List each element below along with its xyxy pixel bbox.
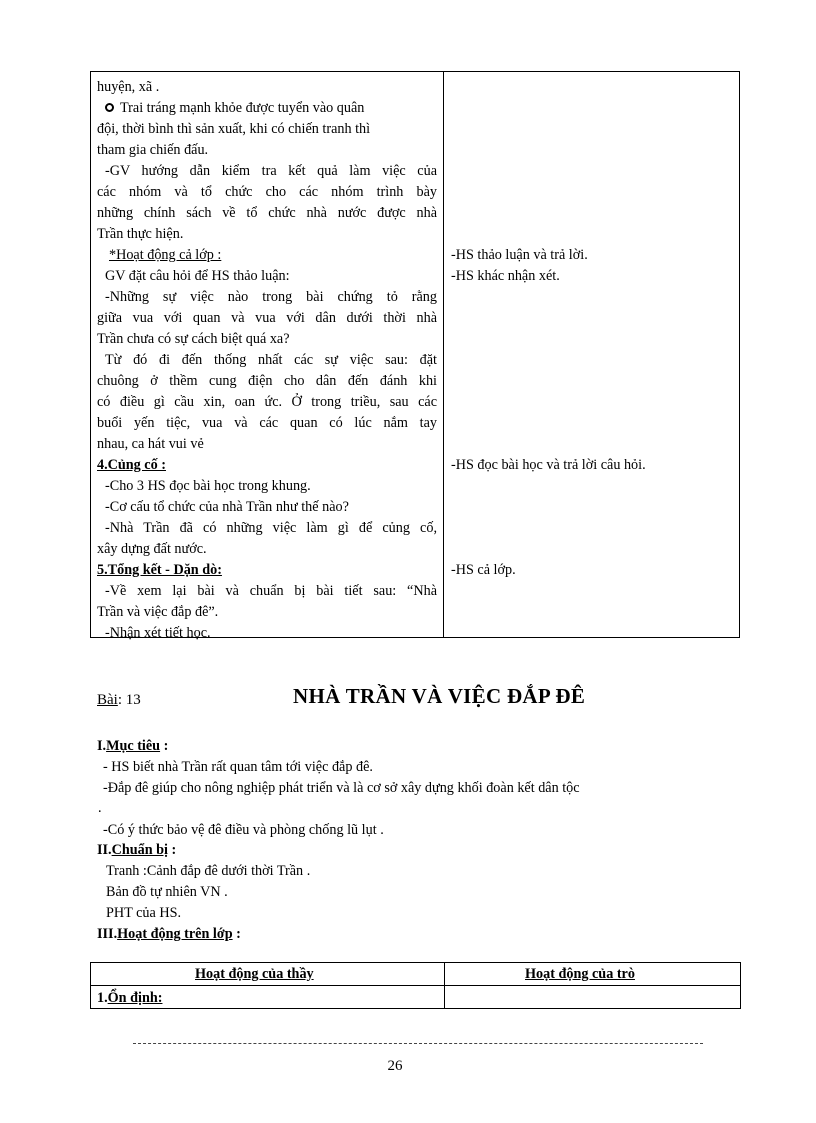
row-divider bbox=[91, 985, 740, 986]
section-summary: 5.Tổng kết - Dặn dò: bbox=[97, 562, 222, 578]
objective-item: -Có ý thức bảo vệ đê điều và phòng chống lũ lụt . bbox=[103, 822, 384, 838]
text-line: buổi yến tiệc, vua và các quan có lúc nắm tay bbox=[97, 415, 437, 431]
text-line: -HS đọc bài học và trả lời câu hỏi. bbox=[451, 457, 646, 473]
row-stabilize: 1.Ổn định: bbox=[97, 990, 163, 1006]
lesson-number: Bài: 13 bbox=[97, 692, 141, 708]
preparation-heading: II.Chuẩn bị : bbox=[97, 842, 177, 858]
text-line: đội, thời bình thì sản xuất, khi có chiến tranh thì bbox=[97, 121, 371, 137]
preparation-item: Tranh :Cảnh đắp đê dưới thời Trần . bbox=[106, 863, 311, 879]
text-line: -HS thảo luận và trả lời. bbox=[451, 247, 588, 263]
text-line: chuông ở thềm cung điện cho dân đến đánh khi bbox=[97, 373, 437, 389]
objective-item: . bbox=[98, 800, 102, 816]
preparation-item: PHT của HS. bbox=[106, 905, 182, 921]
column-header-teacher: Hoạt động của thầy bbox=[195, 966, 314, 982]
objectives-heading: I.Mục tiêu : bbox=[97, 738, 169, 754]
text-line: huyện, xã . bbox=[97, 79, 160, 95]
text-line: Trần chưa có sự cách biệt quá xa? bbox=[97, 331, 290, 347]
circle-bullet-icon bbox=[105, 103, 114, 112]
text-line: những chính sách về tổ chức nhà nước được nhà bbox=[97, 205, 437, 221]
objective-item: - HS biết nhà Trần rất quan tâm tới việc đắp đê. bbox=[103, 759, 373, 775]
text-line: tham gia chiến đấu. bbox=[97, 142, 209, 158]
footer-dashed-rule bbox=[133, 1043, 703, 1044]
text-line: các nhóm và tổ chức cho các nhóm trình bày bbox=[97, 184, 437, 200]
column-header-student: Hoạt động của trò bbox=[525, 966, 635, 982]
text-line: nhau, ca hát vui vẻ bbox=[97, 436, 204, 452]
text-line: có điều gì cầu xin, oan ức. Ở trong triều, sau các bbox=[97, 394, 437, 410]
activities-heading: III.Hoạt động trên lớp : bbox=[97, 926, 241, 942]
text-line: -Nhà Trần đã có những việc làm gì để củng cố, bbox=[105, 520, 437, 536]
text-line: Từ đó đi đến thống nhất các sự việc sau: đặt bbox=[105, 352, 437, 368]
preparation-item: Bản đồ tự nhiên VN . bbox=[106, 884, 228, 900]
text-line: -HS cả lớp. bbox=[451, 562, 516, 578]
objective-item: -Đắp đê giúp cho nông nghiệp phát triển và là cơ sở xây dựng khối đoàn kết dân tộc bbox=[103, 780, 580, 796]
column-divider bbox=[443, 72, 444, 637]
lesson-title: NHÀ TRẦN VÀ VIỆC ĐẮP ĐÊ bbox=[293, 684, 586, 708]
text-line: Trai tráng mạnh khỏe được tuyển vào quân bbox=[105, 99, 364, 117]
text-line: giữa vua với quan và vua với dân dưới thời nhà bbox=[97, 310, 437, 326]
text-line: -Cho 3 HS đọc bài học trong khung. bbox=[105, 478, 311, 494]
text-line: -GV hướng dẫn kiểm tra kết quả làm việc của bbox=[105, 163, 437, 179]
text-line: -Nhận xét tiết học. bbox=[105, 625, 211, 641]
text-line: GV đặt câu hỏi để HS thảo luận: bbox=[105, 268, 290, 284]
text-line: Trần và việc đắp đê”. bbox=[97, 604, 219, 620]
lesson-activity-table-continued bbox=[90, 71, 740, 641]
section-consolidation: 4.Củng cố : bbox=[97, 457, 166, 473]
activity-table bbox=[90, 962, 741, 1009]
text-line: -Cơ cấu tổ chức của nhà Trần như thế nào? bbox=[105, 499, 349, 515]
subheading-class-activity: *Hoạt động cả lớp : bbox=[109, 247, 222, 263]
page-number: 26 bbox=[387, 1058, 403, 1074]
text-line: -Về xem lại bài và chuẩn bị bài tiết sau: “Nhà bbox=[105, 583, 437, 599]
text-line: xây dựng đất nước. bbox=[97, 541, 207, 557]
text-line: -Những sự việc nào trong bài chứng tỏ rằng bbox=[105, 289, 437, 305]
text-line: -HS khác nhận xét. bbox=[451, 268, 560, 284]
text-line: Trần thực hiện. bbox=[97, 226, 184, 242]
